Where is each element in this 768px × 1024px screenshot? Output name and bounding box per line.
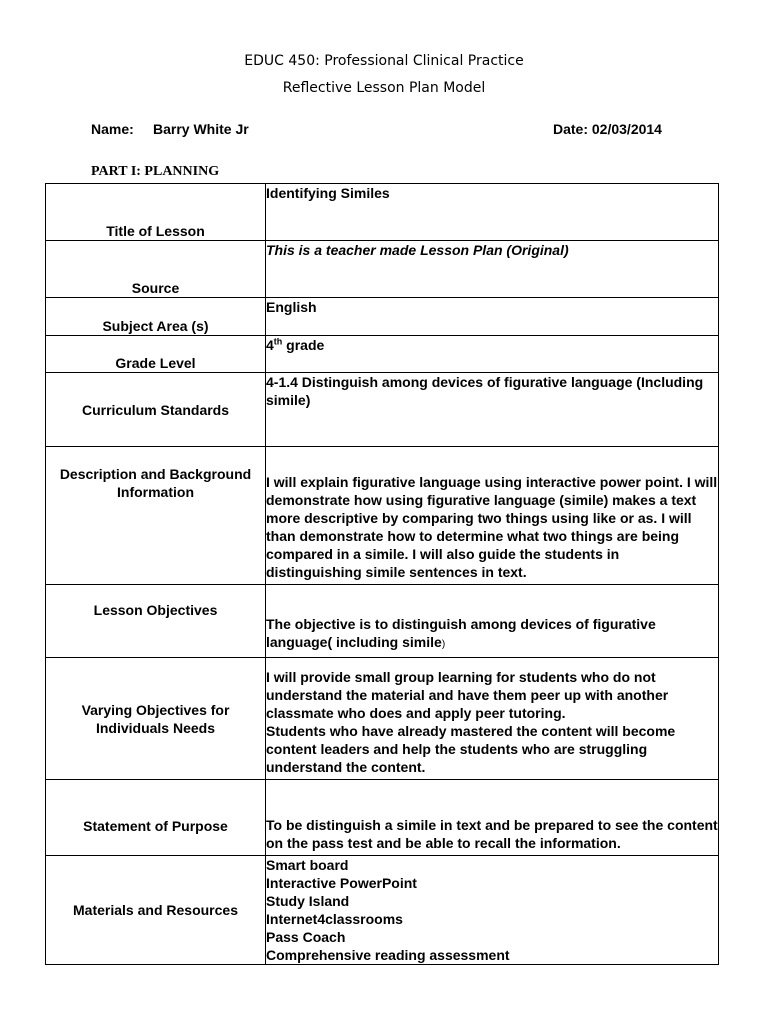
table-row (46, 856, 719, 965)
table-row (46, 241, 719, 298)
table-row (46, 658, 719, 780)
document-subtitle: Reflective Lesson Plan Model (282, 80, 486, 96)
row-label: Subject Area (s) (46, 298, 266, 336)
row-label: Statement of Purpose (46, 780, 266, 856)
objective-text: The objective is to distinguish among devices of figurative language( including simile (266, 616, 656, 650)
row-value (266, 856, 719, 965)
row-value (266, 658, 719, 780)
table-row (46, 298, 719, 336)
material-item: Comprehensive reading assessment (266, 947, 510, 963)
row-value: This is a teacher made Lesson Plan (Original) (266, 241, 719, 298)
material-item: Study Island (266, 893, 350, 909)
row-label: Materials and Resources (46, 856, 266, 965)
row-value: English (266, 298, 719, 336)
table-row (46, 780, 719, 856)
table-row (46, 373, 719, 447)
lesson-plan-table (45, 183, 719, 965)
grade-word: grade (282, 337, 325, 353)
table-row (46, 336, 719, 373)
row-value (266, 336, 719, 373)
row-value (266, 585, 719, 658)
row-label: Grade Level (46, 336, 266, 373)
course-title: EDUC 450: Professional Clinical Practice (244, 53, 524, 69)
row-value: Identifying Similes (266, 184, 719, 241)
name-label: Name: (91, 121, 134, 137)
table-row (46, 447, 719, 585)
grade-number: 4 (266, 337, 274, 353)
table-row (46, 585, 719, 658)
row-label: Title of Lesson (46, 184, 266, 241)
row-value: I will explain figurative language using interactive power point. I will demonstrate how using figurative language (simile) makes a text more descriptive by comparing two things using like or as. I will than demonstrate how to determine what two things are being compared in a simile. I will also guide the students in distinguishing simile sentences in text. (266, 447, 719, 585)
row-label: Curriculum Standards (46, 373, 266, 447)
row-label: Lesson Objectives (46, 585, 266, 658)
material-item: Pass Coach (266, 929, 346, 945)
row-label: Description and Background Information (46, 447, 266, 585)
varying-text-1: I will provide small group learning for students who do not understand the material and have them peer up with another classmate who does and apply peer tutoring. (266, 669, 669, 721)
row-label: Source (46, 241, 266, 298)
row-label: Varying Objectives for Individuals Needs (46, 658, 266, 780)
date-field: Date: 02/03/2014 (553, 121, 662, 137)
material-item: Internet4classrooms (266, 911, 403, 927)
row-value: To be distinguish a simile in text and be prepared to see the content on the pass test and be able to recall the information. (266, 780, 719, 856)
material-item: Interactive PowerPoint (266, 875, 417, 891)
part-heading: PART I: PLANNING (91, 164, 220, 179)
varying-text-2: Students who have already mastered the content will become content leaders and help the students who are struggling understand the content. (266, 723, 676, 775)
objective-tail: ) (441, 639, 446, 650)
grade-ordinal: th (273, 336, 283, 347)
name-value: Barry White Jr (153, 121, 249, 137)
row-value: 4-1.4 Distinguish among devices of figurative language (Including simile) (266, 373, 719, 447)
material-item: Smart board (266, 857, 349, 873)
table-row (46, 184, 719, 241)
